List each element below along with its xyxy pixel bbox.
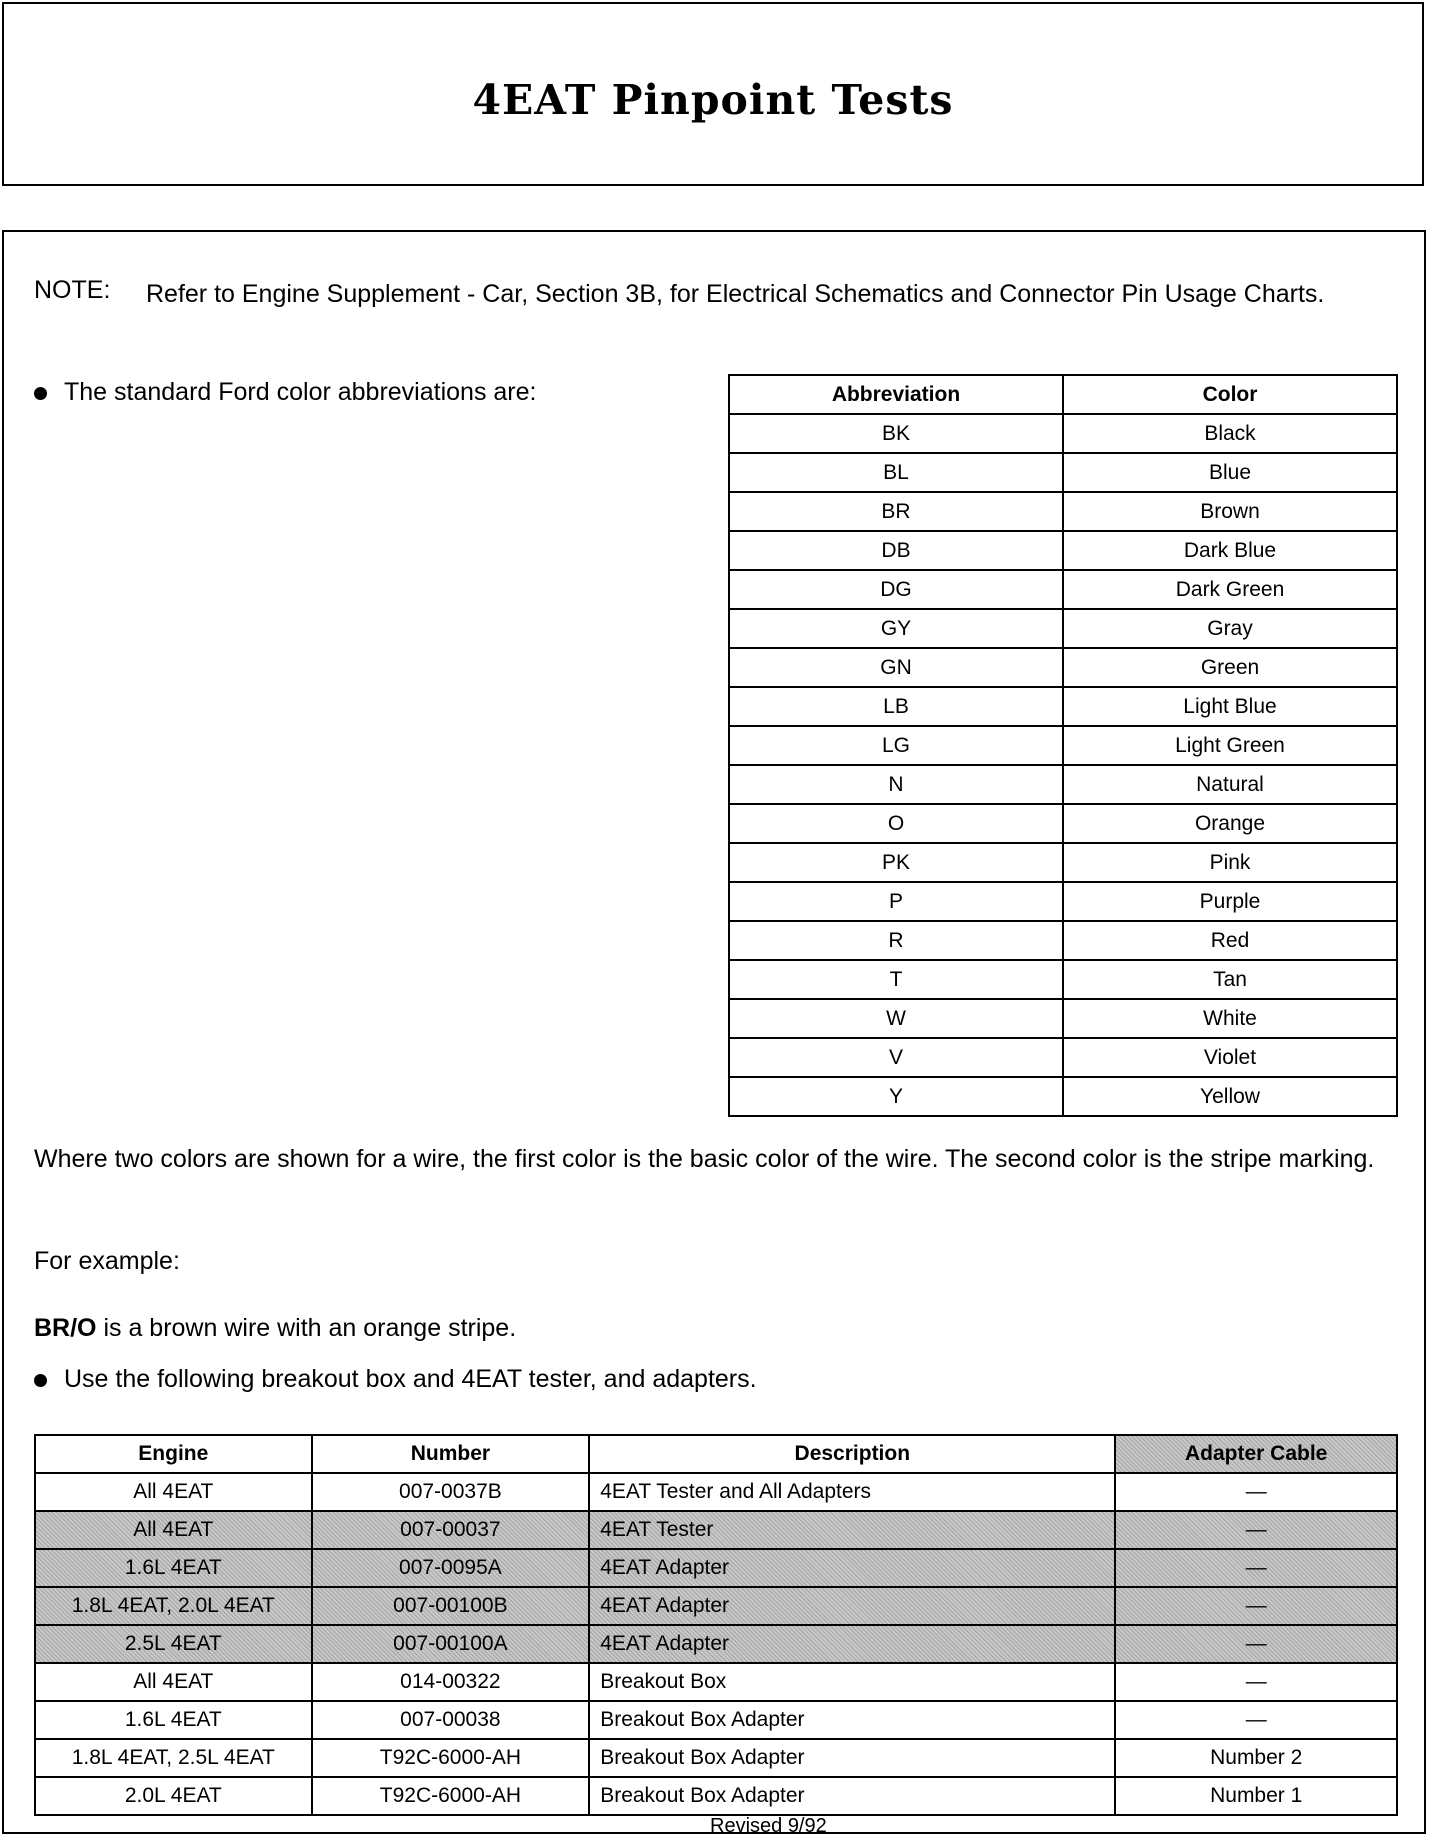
adapter-cable-cell: Number 1	[1115, 1777, 1397, 1815]
table-row	[729, 570, 1397, 609]
number-cell: 007-0095A	[312, 1549, 590, 1587]
description-cell: Breakout Box Adapter	[589, 1777, 1115, 1815]
abbreviation-cell: P	[729, 882, 1063, 921]
color-cell: Brown	[1063, 492, 1397, 531]
table-row	[729, 453, 1397, 492]
abbreviation-cell: O	[729, 804, 1063, 843]
abbreviation-cell: LG	[729, 726, 1063, 765]
title-box	[2, 2, 1424, 186]
paragraph-wire-colors: Where two colors are shown for a wire, the first color is the basic color of the wire. The second color is the stripe marking.	[34, 1145, 1375, 1173]
adapter-cable-cell: —	[1115, 1549, 1397, 1587]
number-cell: 007-00100B	[312, 1587, 590, 1625]
color-cell: Tan	[1063, 960, 1397, 999]
adapter-cable-cell: —	[1115, 1511, 1397, 1549]
adapter-cable-cell: Number 2	[1115, 1739, 1397, 1777]
description-cell: Breakout Box Adapter	[589, 1739, 1115, 1777]
abbreviation-cell: BL	[729, 453, 1063, 492]
color-cell: Light Blue	[1063, 687, 1397, 726]
tools-table	[34, 1434, 1398, 1816]
bullet-dot-icon	[34, 1374, 47, 1387]
table-row	[729, 999, 1397, 1038]
color-cell: Green	[1063, 648, 1397, 687]
table-row	[35, 1587, 1397, 1625]
engine-cell: 1.8L 4EAT, 2.5L 4EAT	[35, 1739, 312, 1777]
table-row	[35, 1663, 1397, 1701]
bullet-text: Use the following breakout box and 4EAT tester, and adapters.	[64, 1365, 757, 1393]
color-cell: Purple	[1063, 882, 1397, 921]
adapter-cable-cell: —	[1115, 1473, 1397, 1511]
abbreviation-cell: DB	[729, 531, 1063, 570]
abbreviation-cell: BK	[729, 414, 1063, 453]
description-cell: Breakout Box	[589, 1663, 1115, 1701]
color-cell: Dark Blue	[1063, 531, 1397, 570]
color-cell: Pink	[1063, 843, 1397, 882]
table-header-row	[35, 1435, 1397, 1473]
color-cell: Orange	[1063, 804, 1397, 843]
table-row	[729, 843, 1397, 882]
table-row	[729, 414, 1397, 453]
table-row	[35, 1549, 1397, 1587]
example-code: BR/O	[34, 1314, 97, 1342]
adapter-cable-cell: —	[1115, 1625, 1397, 1663]
color-cell: White	[1063, 999, 1397, 1038]
description-cell: 4EAT Tester	[589, 1511, 1115, 1549]
color-cell: Dark Green	[1063, 570, 1397, 609]
table-header-row	[729, 375, 1397, 414]
color-cell: Gray	[1063, 609, 1397, 648]
abbreviation-cell: GN	[729, 648, 1063, 687]
page-title: 4EAT Pinpoint Tests	[472, 76, 954, 124]
table-row	[729, 531, 1397, 570]
table-row	[729, 921, 1397, 960]
abbreviation-cell: GY	[729, 609, 1063, 648]
adapter-cable-cell: —	[1115, 1701, 1397, 1739]
table-row	[729, 1038, 1397, 1077]
engine-cell: 1.6L 4EAT	[35, 1549, 312, 1587]
engine-cell: 1.8L 4EAT, 2.0L 4EAT	[35, 1587, 312, 1625]
engine-cell: All 4EAT	[35, 1511, 312, 1549]
table-row	[35, 1625, 1397, 1663]
number-cell: T92C-6000-AH	[312, 1777, 590, 1815]
color-cell: Violet	[1063, 1038, 1397, 1077]
table-row	[729, 882, 1397, 921]
abbreviation-cell: V	[729, 1038, 1063, 1077]
description-cell: 4EAT Tester and All Adapters	[589, 1473, 1115, 1511]
number-cell: 007-00038	[312, 1701, 590, 1739]
abbreviation-cell: DG	[729, 570, 1063, 609]
abbreviation-cell: R	[729, 921, 1063, 960]
description-cell: 4EAT Adapter	[589, 1625, 1115, 1663]
description-cell: 4EAT Adapter	[589, 1587, 1115, 1625]
table-row	[729, 687, 1397, 726]
abbreviation-cell: LB	[729, 687, 1063, 726]
description-cell: 4EAT Adapter	[589, 1549, 1115, 1587]
column-header-engine: Engine	[35, 1435, 312, 1473]
description-cell: Breakout Box Adapter	[589, 1701, 1115, 1739]
color-abbreviation-table	[728, 374, 1398, 1117]
paragraph-example	[34, 1310, 1404, 1346]
bullet-text: The standard Ford color abbreviations are:	[64, 378, 537, 406]
table-row	[35, 1473, 1397, 1511]
table-row	[35, 1739, 1397, 1777]
bullet-dot-icon	[34, 387, 47, 400]
color-cell: Light Green	[1063, 726, 1397, 765]
number-cell: 014-00322	[312, 1663, 590, 1701]
number-cell: 007-00037	[312, 1511, 590, 1549]
color-cell: Black	[1063, 414, 1397, 453]
table-row	[729, 804, 1397, 843]
adapter-cable-cell: —	[1115, 1663, 1397, 1701]
engine-cell: 2.5L 4EAT	[35, 1625, 312, 1663]
table-row	[729, 648, 1397, 687]
column-header-adapter-cable: Adapter Cable	[1115, 1435, 1397, 1473]
table-row	[729, 960, 1397, 999]
table-row	[729, 609, 1397, 648]
table-row	[729, 1077, 1397, 1116]
table-row	[729, 726, 1397, 765]
color-cell: Blue	[1063, 453, 1397, 492]
engine-cell: All 4EAT	[35, 1663, 312, 1701]
column-header-number: Number	[312, 1435, 590, 1473]
paragraph-for-example: For example:	[34, 1247, 180, 1275]
color-cell: Yellow	[1063, 1077, 1397, 1116]
column-header-description: Description	[589, 1435, 1115, 1473]
abbreviation-cell: BR	[729, 492, 1063, 531]
abbreviation-cell: N	[729, 765, 1063, 804]
engine-cell: 2.0L 4EAT	[35, 1777, 312, 1815]
note-text: Refer to Engine Supplement - Car, Section 3B, for Electrical Schematics and Connector Pin Usage Charts.	[146, 280, 1325, 308]
abbreviation-cell: PK	[729, 843, 1063, 882]
example-text: is a brown wire with an orange stripe.	[96, 1314, 517, 1342]
table-row	[35, 1777, 1397, 1815]
engine-cell: 1.6L 4EAT	[35, 1701, 312, 1739]
abbreviation-cell: Y	[729, 1077, 1063, 1116]
column-header: Abbreviation	[729, 375, 1063, 414]
table-row	[729, 492, 1397, 531]
adapter-cable-cell: —	[1115, 1587, 1397, 1625]
number-cell: T92C-6000-AH	[312, 1739, 590, 1777]
abbreviation-cell: T	[729, 960, 1063, 999]
column-header: Color	[1063, 375, 1397, 414]
abbreviation-cell: W	[729, 999, 1063, 1038]
revision-footer: Revised 9/92	[710, 1815, 827, 1837]
engine-cell: All 4EAT	[35, 1473, 312, 1511]
color-cell: Red	[1063, 921, 1397, 960]
number-cell: 007-0037B	[312, 1473, 590, 1511]
table-row	[35, 1511, 1397, 1549]
table-row	[35, 1701, 1397, 1739]
note-label: NOTE:	[34, 276, 111, 304]
color-cell: Natural	[1063, 765, 1397, 804]
number-cell: 007-00100A	[312, 1625, 590, 1663]
table-row	[729, 765, 1397, 804]
